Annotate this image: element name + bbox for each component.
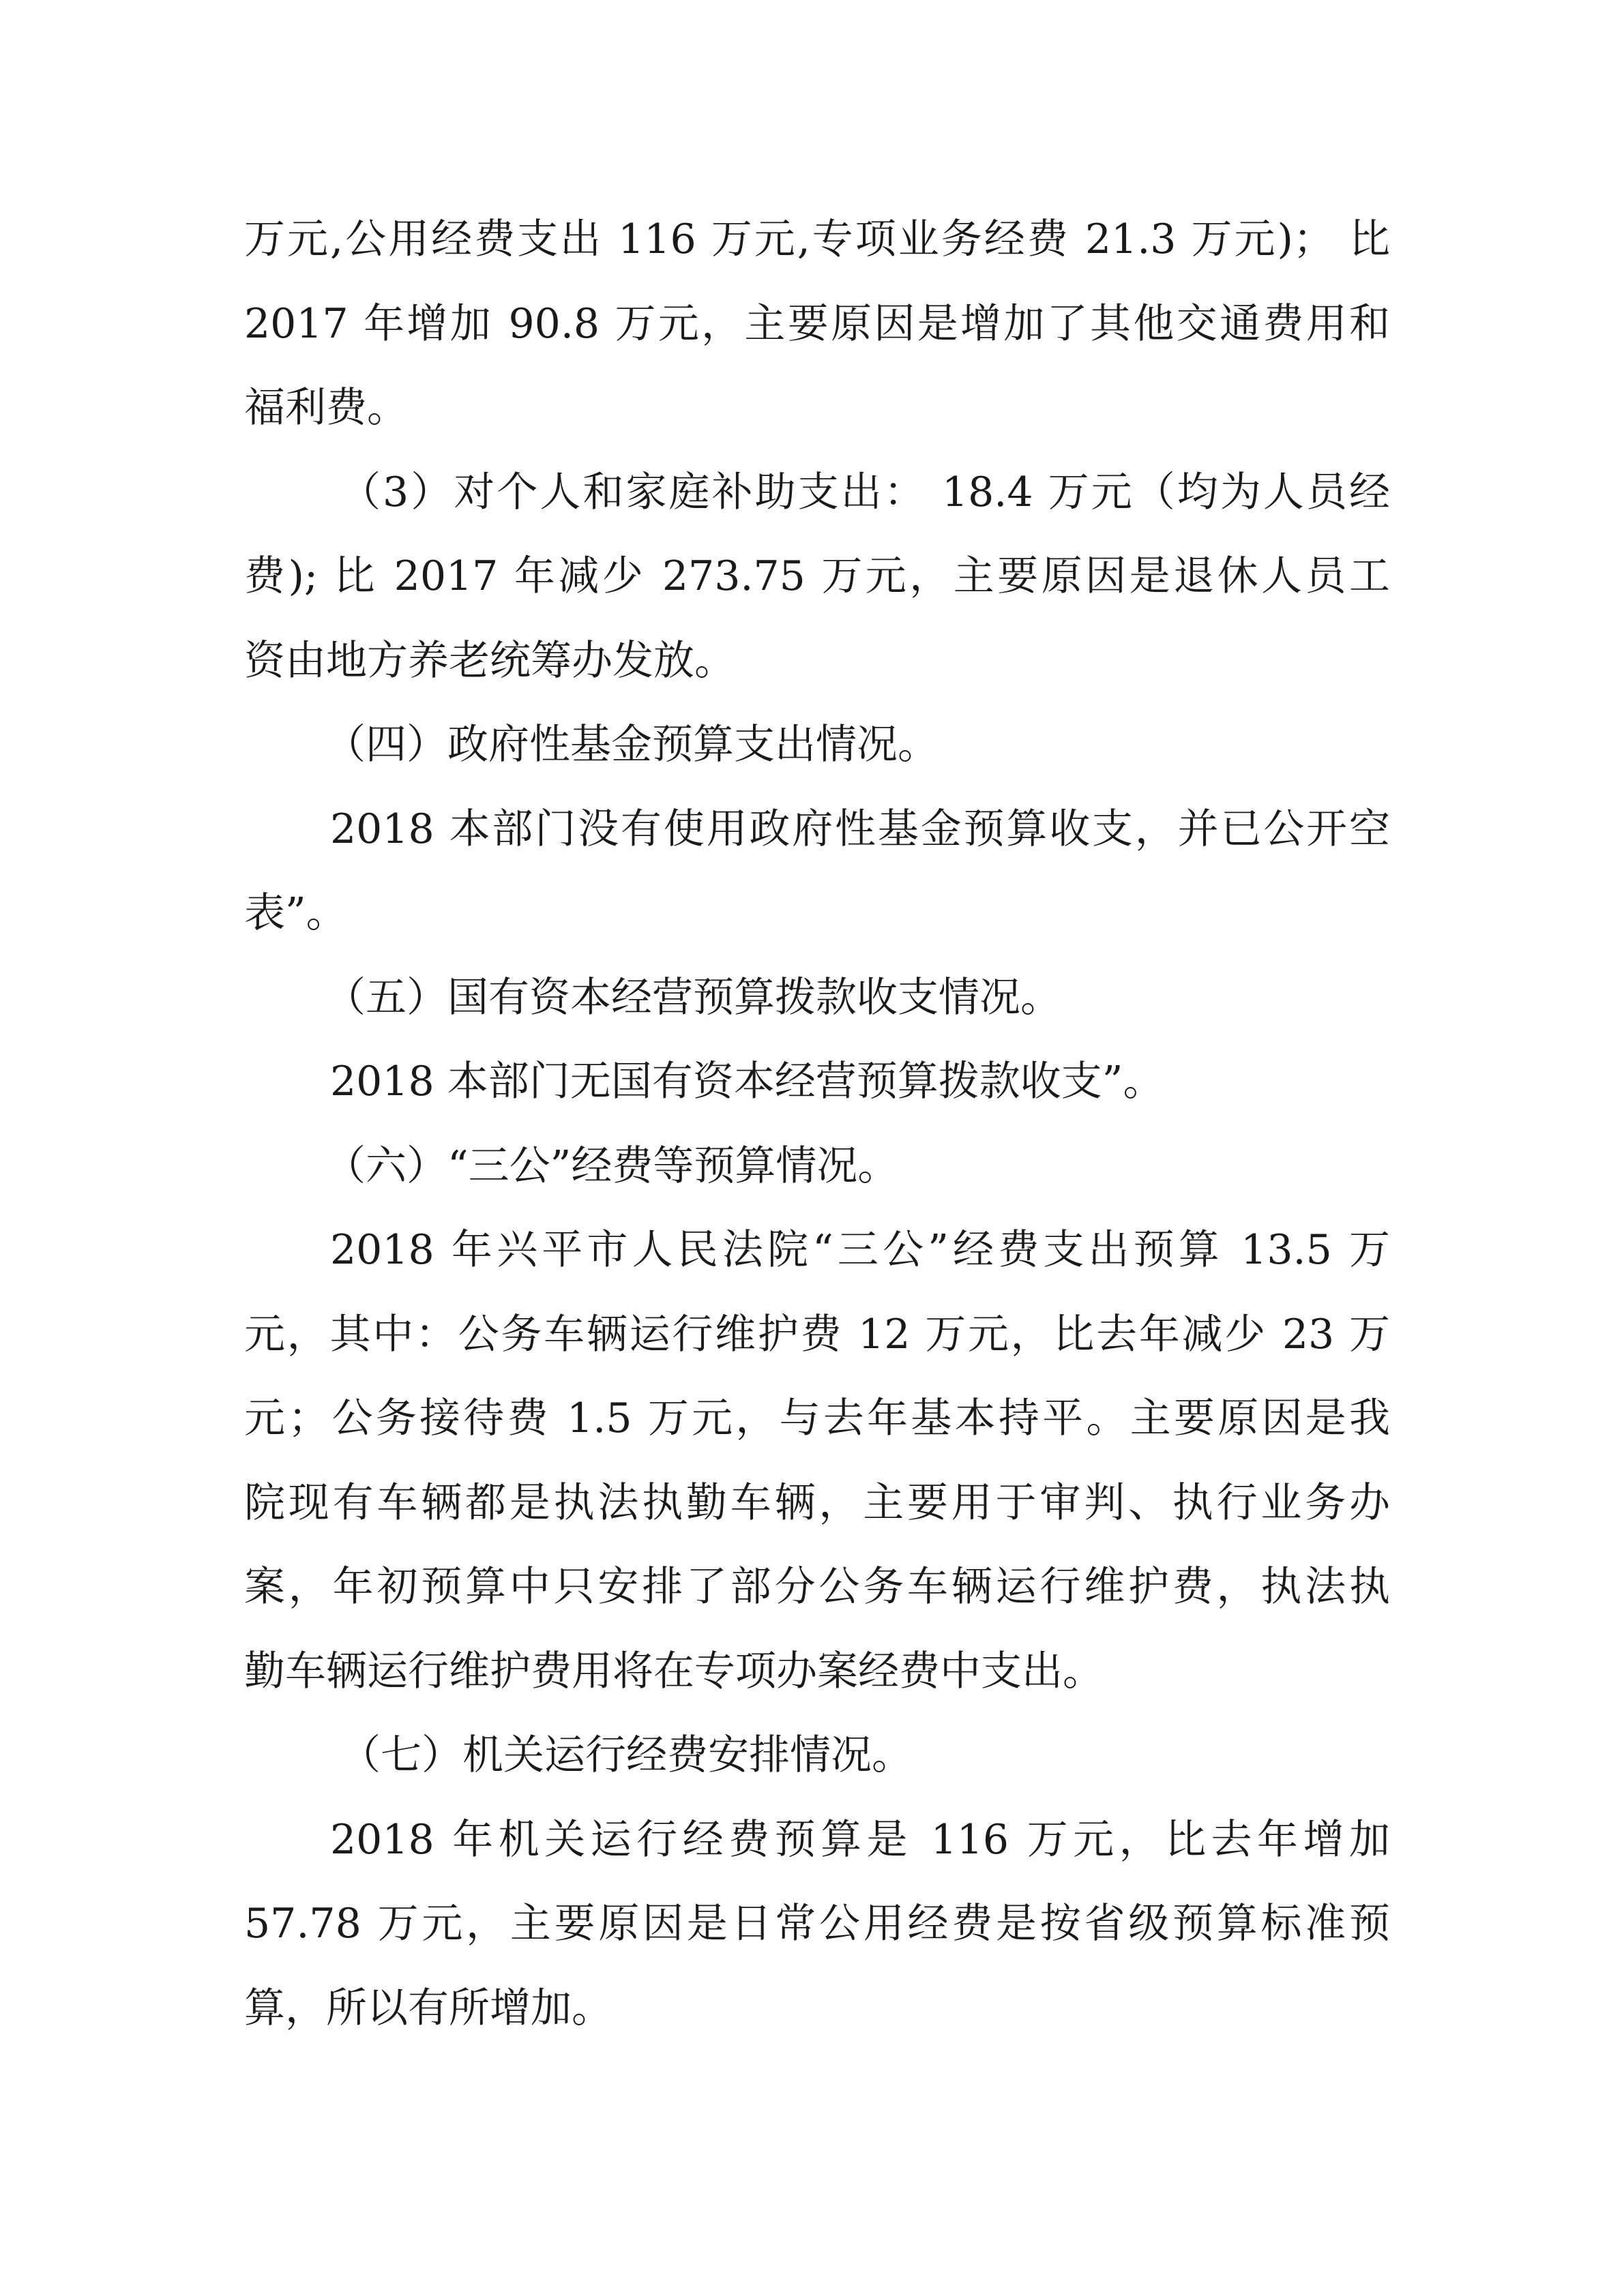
- text-line: 2018 年机关运行经费预算是 116 万元，比去年增加: [330, 1815, 1390, 1864]
- subsection-heading: （3）对个人和家庭补助支出： 18.4 万元（均为人员经: [340, 468, 1390, 516]
- text-line: 资由地方养老统筹办发放。: [244, 636, 735, 685]
- text-line: 表”。: [244, 889, 347, 937]
- text-line: 福利费。: [244, 384, 408, 432]
- text-line: 院现有车辆都是执法执勤车辆，主要用于审判、执行业务办: [244, 1478, 1390, 1527]
- text-line: 2018 本部门无国有资本经营预算拨款收支”。: [330, 1058, 1164, 1105]
- text-line: 费); 比 2017 年减少 273.75 万元，主要原因是退休人员工: [244, 552, 1390, 600]
- section-heading: （七）机关运行经费安排情况。: [340, 1731, 913, 1779]
- text-line: 元；公务接待费 1.5 万元，与去年基本持平。主要原因是我: [244, 1395, 1390, 1442]
- section-heading: （五）国有资本经营预算拨款收支情况。: [325, 973, 1061, 1022]
- text-line: 2018 年兴平市人民法院“三公”经费支出预算 13.5 万: [330, 1226, 1390, 1274]
- text-line: 万元,公用经费支出 116 万元,专项业务经费 21.3 万元)； 比: [244, 215, 1390, 263]
- text-line: 勤车辆运行维护费用将在专项办案经费中支出。: [244, 1647, 1104, 1695]
- text-line: 2018 本部门没有使用政府性基金预算收支，并已公开空: [330, 805, 1390, 853]
- text-line: 2017 年增加 90.8 万元，主要原因是增加了其他交通费用和: [244, 299, 1390, 348]
- text-line: 案，年初预算中只安排了部分公务车辆运行维护费，执法执: [244, 1563, 1390, 1611]
- body-text: [244, 198, 1390, 2051]
- section-heading: （四）政府性基金预算支出情况。: [325, 721, 939, 769]
- text-line: 元，其中：公务车辆运行维护费 12 万元，比去年减少 23 万: [244, 1310, 1390, 1358]
- text-line: 算，所以有所增加。: [244, 1984, 612, 2032]
- section-heading: （六）“三公”经费等预算情况。: [325, 1142, 899, 1190]
- text-line: 57.78 万元，主要原因是日常公用经费是按省级预算标准预: [244, 1900, 1390, 1948]
